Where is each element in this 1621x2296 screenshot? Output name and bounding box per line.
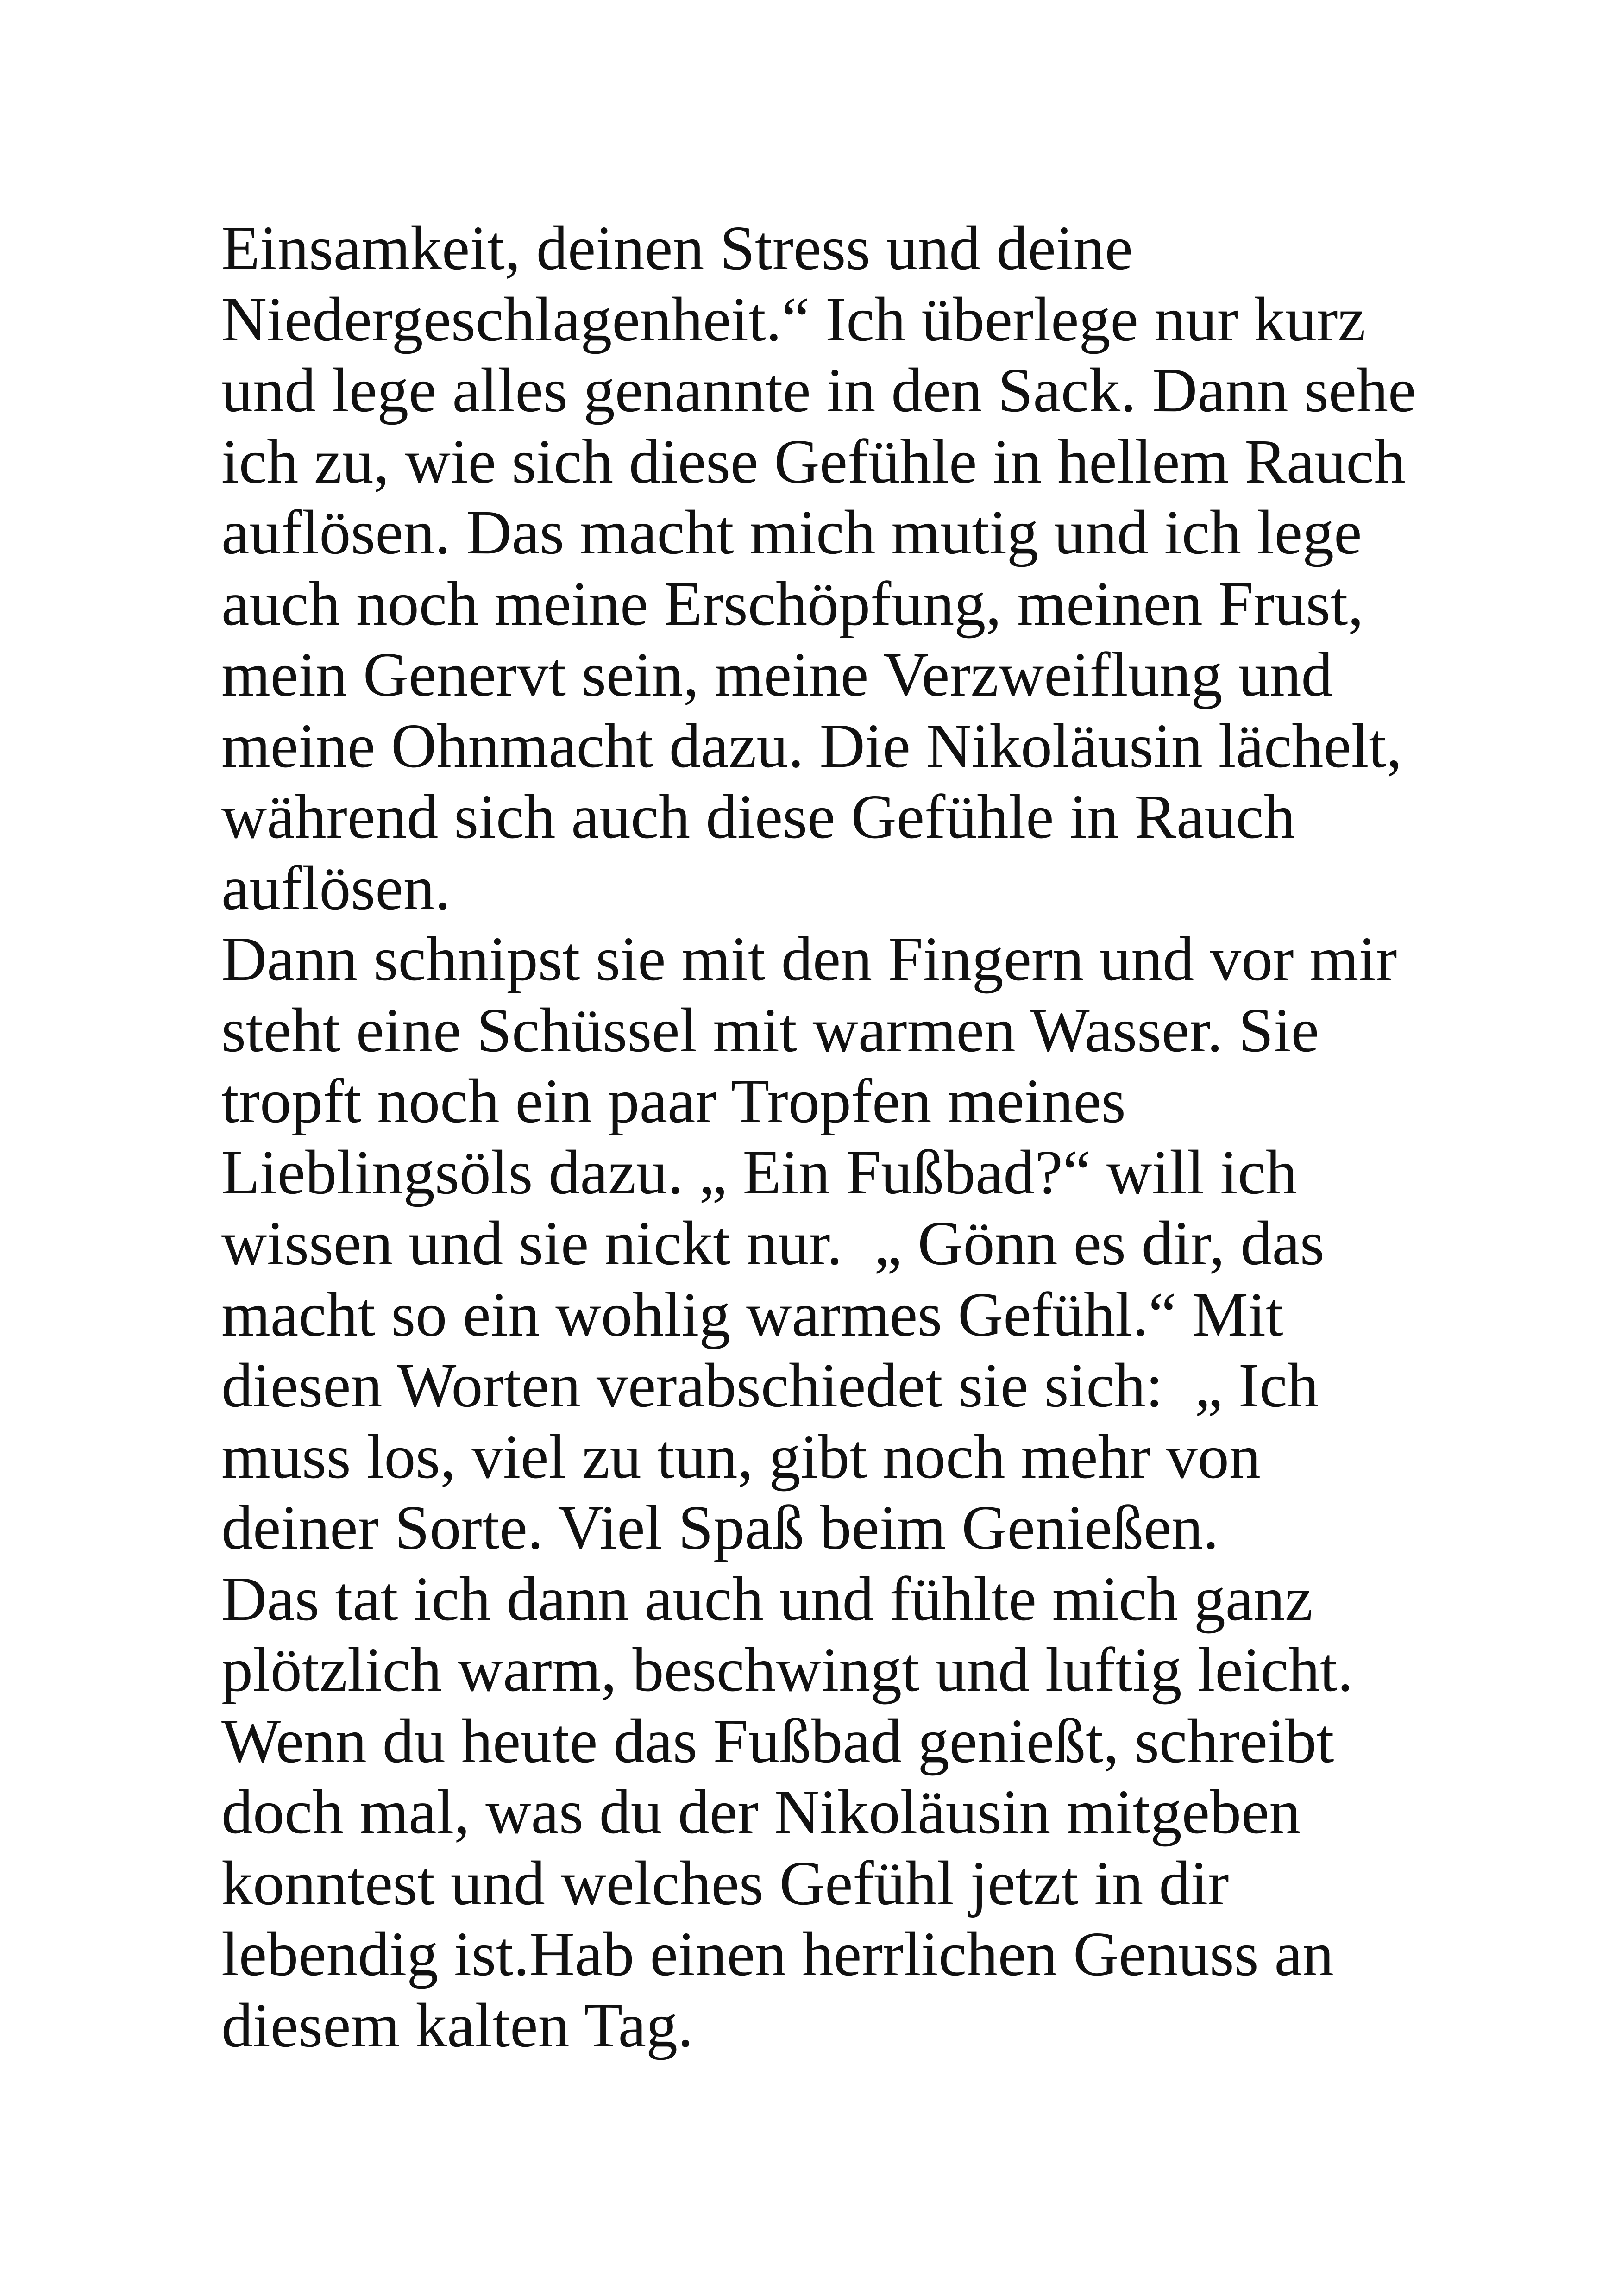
text-line: ich zu, wie sich diese Gefühle in hellem Rauch bbox=[221, 427, 1406, 496]
text-line: plötzlich warm, beschwingt und luftig leicht. bbox=[221, 1635, 1353, 1705]
text-line: diesem kalten Tag. bbox=[221, 1990, 694, 2060]
text-line: steht eine Schüssel mit warmen Wasser. Sie bbox=[221, 995, 1319, 1065]
text-line: meine Ohnmacht dazu. Die Nikoläusin lächelt, bbox=[221, 711, 1402, 781]
text-line: Lieblingsöls dazu. „ Ein Fußbad?“ will ich bbox=[221, 1137, 1297, 1207]
text-line: während sich auch diese Gefühle in Rauch bbox=[221, 782, 1295, 852]
text-line: deiner Sorte. Viel Spaß beim Genießen. bbox=[221, 1493, 1219, 1562]
body-text bbox=[221, 213, 1592, 2061]
text-line: auflösen. bbox=[221, 853, 451, 923]
text-line: auch noch meine Erschöpfung, meinen Frust, bbox=[221, 569, 1364, 639]
text-line: Das tat ich dann auch und fühlte mich ganz bbox=[221, 1564, 1313, 1634]
text-line: konntest und welches Gefühl jetzt in dir bbox=[221, 1848, 1229, 1918]
text-line: mein Genervt sein, meine Verzweiflung und bbox=[221, 640, 1333, 709]
text-line: wissen und sie nickt nur. „ Gönn es dir, das bbox=[221, 1209, 1325, 1278]
text-line: muss los, viel zu tun, gibt noch mehr von bbox=[221, 1422, 1261, 1492]
text-line: Dann schnipst sie mit den Fingern und vor mir bbox=[221, 924, 1397, 994]
text-line: Niedergeschlagenheit.“ Ich überlege nur kurz bbox=[221, 284, 1366, 354]
text-line: auflösen. Das macht mich mutig und ich lege bbox=[221, 498, 1362, 567]
text-line: und lege alles genannte in den Sack. Dann sehe bbox=[221, 356, 1416, 425]
text-line: doch mal, was du der Nikoläusin mitgeben bbox=[221, 1777, 1301, 1847]
text-line: diesen Worten verabschiedet sie sich: „ Ich bbox=[221, 1351, 1319, 1420]
text-line: tropft noch ein paar Tropfen meines bbox=[221, 1066, 1126, 1136]
text-line: macht so ein wohlig warmes Gefühl.“ Mit bbox=[221, 1280, 1283, 1349]
text-line: Einsamkeit, deinen Stress und deine bbox=[221, 213, 1133, 283]
text-line: Wenn du heute das Fußbad genießt, schreibt bbox=[221, 1706, 1334, 1776]
text-line: lebendig ist.Hab einen herrlichen Genuss an bbox=[221, 1920, 1334, 1989]
